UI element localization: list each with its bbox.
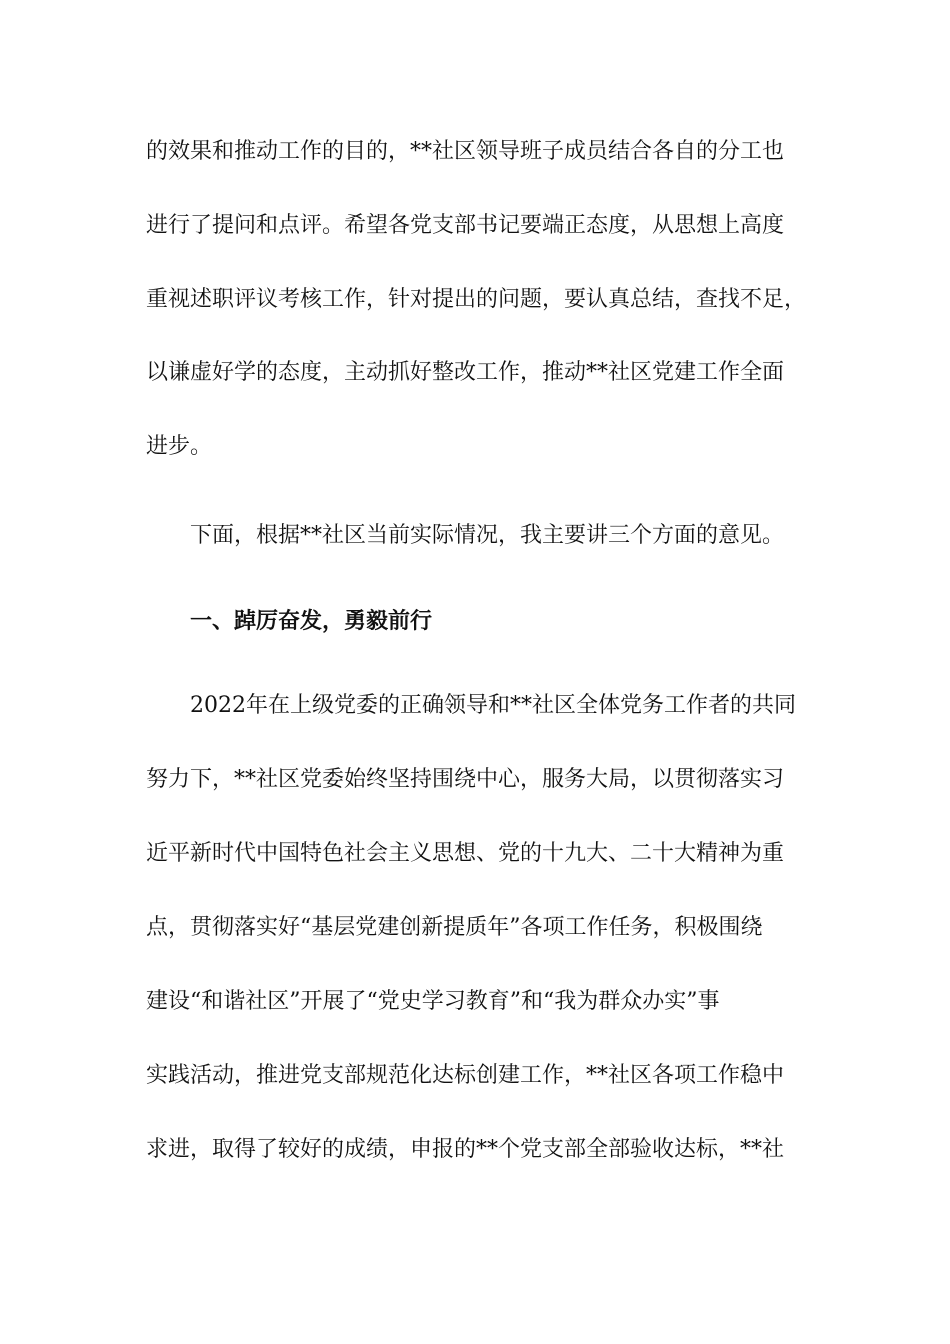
paragraph-line: 努力下，**社区党委始终坚持围绕中心，服务大局，以贯彻落实习	[146, 767, 785, 792]
paragraph-line: 以谦虚好学的态度，主动抓好整改工作，推动**社区党建工作全面	[146, 360, 785, 385]
paragraph-line: 进行了提问和点评。希望各党支部书记要端正态度，从思想上高度	[146, 213, 785, 238]
paragraph-line: 下面，根据**社区当前实际情况，我主要讲三个方面的意见。	[190, 523, 785, 548]
paragraph-line: 重视述职评议考核工作，针对提出的问题，要认真总结，查找不足，	[146, 287, 806, 312]
paragraph-line: 进步。	[146, 434, 213, 459]
paragraph-line: 2022年在上级党委的正确领导和**社区全体党务工作者的共同	[190, 693, 796, 718]
paragraph-line: 建设“和谐社区”开展了“党史学习教育”和“我为群众办实”事	[146, 989, 720, 1014]
paragraph-line: 实践活动，推进党支部规范化达标创建工作，**社区各项工作稳中	[146, 1063, 785, 1088]
paragraph-line: 的效果和推动工作的目的，**社区领导班子成员结合各自的分工也	[146, 139, 785, 164]
paragraph-line: 求进，取得了较好的成绩，申报的**个党支部全部验收达标，**社	[146, 1137, 785, 1162]
paragraph-line: 点，贯彻落实好“基层党建创新提质年”各项工作任务，积极围绕	[146, 915, 763, 940]
paragraph-line: 近平新时代中国特色社会主义思想、党的十九大、二十大精神为重	[146, 841, 785, 866]
section-heading: 一、踔厉奋发，勇毅前行	[190, 608, 433, 634]
